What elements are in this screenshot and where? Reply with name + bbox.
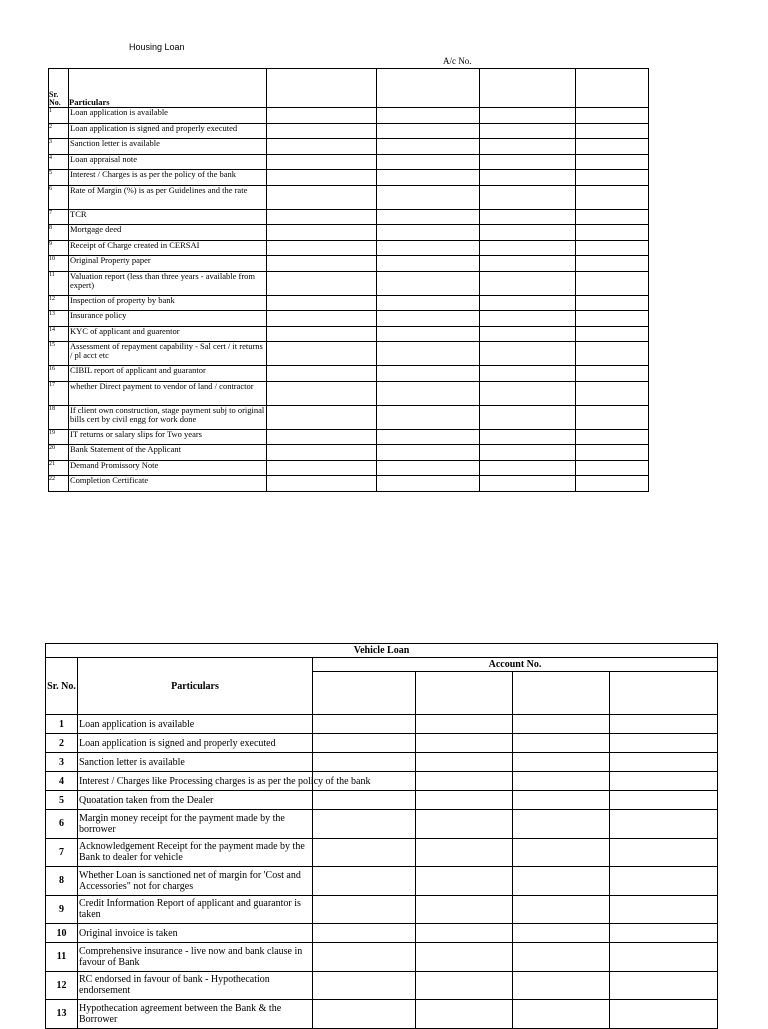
housing-entry-cell (377, 240, 480, 256)
housing-entry-cell (480, 326, 576, 342)
vehicle-entry-cell (313, 867, 416, 896)
vehicle-entry-cell (610, 924, 718, 943)
housing-entry-cell (480, 256, 576, 272)
vehicle-entry-cell (416, 772, 513, 791)
vehicle-loan-table (45, 643, 718, 1029)
vehicle-row-number: 6 (46, 810, 78, 839)
vehicle-entry-cell (610, 867, 718, 896)
vehicle-entry-cell (416, 971, 513, 1000)
housing-entry-cell (377, 295, 480, 311)
housing-row-number: 4 (49, 154, 69, 170)
housing-account-column-header (267, 69, 377, 108)
housing-row-number: 16 (49, 366, 69, 382)
housing-entry-cell (480, 271, 576, 295)
housing-row-particular: CIBIL report of applicant and guarantor (69, 366, 267, 382)
housing-entry-cell (480, 476, 576, 492)
vehicle-entry-cell (313, 943, 416, 972)
vehicle-row-number: 9 (46, 895, 78, 924)
vehicle-entry-cell (513, 924, 610, 943)
housing-table-row (49, 460, 649, 476)
housing-row-particular: Loan application is signed and properly executed (69, 123, 267, 139)
vehicle-row-number: 1 (46, 715, 78, 734)
housing-row-number: 7 (49, 209, 69, 225)
housing-entry-cell (377, 445, 480, 461)
housing-ac-no-label: A/c No. (443, 56, 472, 66)
housing-entry-cell (576, 170, 649, 186)
housing-entry-cell (377, 271, 480, 295)
vehicle-table-row (46, 838, 718, 867)
housing-table-row (49, 476, 649, 492)
housing-entry-cell (267, 476, 377, 492)
housing-row-particular: Bank Statement of the Applicant (69, 445, 267, 461)
housing-entry-cell (480, 185, 576, 209)
housing-table-row (49, 139, 649, 155)
housing-particulars-header: Particulars (69, 69, 267, 108)
housing-entry-cell (480, 170, 576, 186)
vehicle-entry-cell (313, 838, 416, 867)
vehicle-row-number: 3 (46, 753, 78, 772)
housing-entry-cell (576, 405, 649, 429)
housing-entry-cell (377, 185, 480, 209)
housing-entry-cell (267, 271, 377, 295)
housing-row-number: 21 (49, 460, 69, 476)
vehicle-entry-cell (513, 734, 610, 753)
vehicle-row-particular: Loan application is available (78, 715, 313, 734)
housing-table-row (49, 123, 649, 139)
housing-entry-cell (267, 295, 377, 311)
vehicle-entry-cell (610, 895, 718, 924)
vehicle-row-particular: RC endorsed in favour of bank - Hypothecation endorsement (78, 971, 313, 1000)
vehicle-account-no-header: Account No. (313, 658, 718, 672)
vehicle-entry-cell (513, 715, 610, 734)
vehicle-row-number: 5 (46, 791, 78, 810)
housing-entry-cell (267, 123, 377, 139)
vehicle-row-particular: Hypothecation agreement between the Bank & the Borrower (78, 1000, 313, 1029)
housing-row-number: 12 (49, 295, 69, 311)
vehicle-entry-cell (416, 810, 513, 839)
vehicle-entry-cell (513, 971, 610, 1000)
vehicle-table-row (46, 715, 718, 734)
vehicle-row-particular: Sanction letter is available (78, 753, 313, 772)
housing-row-particular: KYC of applicant and guarentor (69, 326, 267, 342)
vehicle-entry-cell (513, 895, 610, 924)
housing-row-particular: Inspection of property by bank (69, 295, 267, 311)
housing-row-particular: Sanction letter is available (69, 139, 267, 155)
housing-entry-cell (377, 311, 480, 327)
housing-entry-cell (267, 311, 377, 327)
housing-row-particular: TCR (69, 209, 267, 225)
vehicle-table-row (46, 772, 718, 791)
housing-row-particular: Loan application is available (69, 108, 267, 124)
housing-entry-cell (377, 225, 480, 241)
housing-entry-cell (576, 225, 649, 241)
vehicle-entry-cell (513, 943, 610, 972)
housing-row-number: 20 (49, 445, 69, 461)
housing-entry-cell (576, 271, 649, 295)
vehicle-entry-cell (610, 810, 718, 839)
vehicle-row-number: 8 (46, 867, 78, 896)
housing-entry-cell (576, 123, 649, 139)
housing-entry-cell (267, 225, 377, 241)
housing-entry-cell (576, 240, 649, 256)
housing-entry-cell (480, 123, 576, 139)
housing-table-row (49, 405, 649, 429)
vehicle-row-particular: Comprehensive insurance - live now and bank clause in favour of Bank (78, 943, 313, 972)
vehicle-row-particular: Whether Loan is sanctioned net of margin for 'Cost and Accessories" not for charges (78, 867, 313, 896)
housing-loan-table (48, 68, 649, 492)
housing-row-particular: Interest / Charges is as per the policy of the bank (69, 170, 267, 186)
housing-entry-cell (377, 476, 480, 492)
housing-entry-cell (267, 405, 377, 429)
housing-row-number: 2 (49, 123, 69, 139)
housing-row-number: 17 (49, 381, 69, 405)
vehicle-entry-cell (610, 772, 718, 791)
vehicle-entry-cell (313, 734, 416, 753)
vehicle-row-number: 13 (46, 1000, 78, 1029)
vehicle-particulars-header: Particulars (78, 658, 313, 715)
housing-row-particular: Mortgage deed (69, 225, 267, 241)
vehicle-entry-cell (513, 772, 610, 791)
vehicle-table-row (46, 943, 718, 972)
housing-row-particular: whether Direct payment to vendor of land / contractor (69, 381, 267, 405)
housing-entry-cell (480, 381, 576, 405)
housing-entry-cell (267, 460, 377, 476)
housing-entry-cell (267, 139, 377, 155)
vehicle-row-number: 12 (46, 971, 78, 1000)
housing-entry-cell (267, 366, 377, 382)
housing-entry-cell (576, 381, 649, 405)
vehicle-row-number: 4 (46, 772, 78, 791)
housing-entry-cell (480, 139, 576, 155)
vehicle-sr-no-header: Sr. No. (46, 658, 78, 715)
housing-entry-cell (576, 476, 649, 492)
housing-row-number: 5 (49, 170, 69, 186)
housing-row-particular: Original Property paper (69, 256, 267, 272)
housing-entry-cell (576, 342, 649, 366)
housing-entry-cell (480, 108, 576, 124)
vehicle-entry-cell (513, 810, 610, 839)
housing-account-column-header (576, 69, 649, 108)
housing-account-column-header (377, 69, 480, 108)
vehicle-entry-cell (416, 867, 513, 896)
housing-entry-cell (377, 429, 480, 445)
housing-entry-cell (377, 381, 480, 405)
vehicle-entry-cell (313, 971, 416, 1000)
housing-table-row (49, 271, 649, 295)
housing-table-row (49, 185, 649, 209)
vehicle-row-particular: Interest / Charges like Processing charges is as per the policy of the bank (78, 772, 313, 791)
vehicle-row-particular: Credit Information Report of applicant and guarantor is taken (78, 895, 313, 924)
vehicle-entry-cell (313, 924, 416, 943)
housing-entry-cell (480, 240, 576, 256)
housing-row-particular: Insurance policy (69, 311, 267, 327)
housing-entry-cell (576, 108, 649, 124)
housing-entry-cell (377, 139, 480, 155)
housing-entry-cell (377, 108, 480, 124)
vehicle-row-number: 10 (46, 924, 78, 943)
housing-table-row (49, 381, 649, 405)
housing-row-particular: If client own construction, stage payment subj to original bills cert by civil engg for work done (69, 405, 267, 429)
housing-entry-cell (377, 209, 480, 225)
housing-entry-cell (480, 209, 576, 225)
vehicle-table-row (46, 810, 718, 839)
housing-table-row (49, 445, 649, 461)
vehicle-row-number: 11 (46, 943, 78, 972)
housing-entry-cell (267, 209, 377, 225)
vehicle-entry-cell (416, 838, 513, 867)
vehicle-account-column-header (313, 672, 416, 715)
housing-row-particular: Loan appraisal note (69, 154, 267, 170)
housing-table-row (49, 209, 649, 225)
vehicle-entry-cell (416, 943, 513, 972)
housing-table-row (49, 170, 649, 186)
housing-table-row (49, 295, 649, 311)
housing-row-number: 10 (49, 256, 69, 272)
vehicle-loan-title: Vehicle Loan (46, 644, 718, 658)
housing-row-number: 11 (49, 271, 69, 295)
housing-entry-cell (267, 240, 377, 256)
housing-row-number: 3 (49, 139, 69, 155)
vehicle-entry-cell (610, 753, 718, 772)
vehicle-header-row (46, 658, 718, 672)
housing-row-particular: Completion Certificate (69, 476, 267, 492)
housing-table-row (49, 108, 649, 124)
housing-table-row (49, 225, 649, 241)
vehicle-row-particular: Loan application is signed and properly executed (78, 734, 313, 753)
housing-row-number: 19 (49, 429, 69, 445)
vehicle-row-particular: Quoatation taken from the Dealer (78, 791, 313, 810)
vehicle-entry-cell (513, 838, 610, 867)
housing-entry-cell (480, 311, 576, 327)
vehicle-entry-cell (610, 734, 718, 753)
housing-entry-cell (267, 170, 377, 186)
housing-entry-cell (377, 366, 480, 382)
housing-loan-title: Housing Loan (129, 42, 185, 52)
housing-entry-cell (480, 295, 576, 311)
vehicle-entry-cell (313, 753, 416, 772)
housing-entry-cell (480, 445, 576, 461)
vehicle-table-row (46, 734, 718, 753)
housing-row-particular: Assessment of repayment capability - Sal cert / it returns / pl acct etc (69, 342, 267, 366)
vehicle-entry-cell (610, 943, 718, 972)
housing-entry-cell (480, 154, 576, 170)
housing-row-particular: Valuation report (less than three years - available from expert) (69, 271, 267, 295)
housing-entry-cell (267, 185, 377, 209)
housing-entry-cell (480, 342, 576, 366)
vehicle-entry-cell (513, 753, 610, 772)
housing-row-particular: IT returns or salary slips for Two years (69, 429, 267, 445)
housing-table-row (49, 342, 649, 366)
housing-entry-cell (576, 185, 649, 209)
housing-entry-cell (377, 460, 480, 476)
housing-table-row (49, 311, 649, 327)
housing-row-number: 22 (49, 476, 69, 492)
vehicle-entry-cell (416, 924, 513, 943)
housing-entry-cell (576, 154, 649, 170)
housing-entry-cell (576, 139, 649, 155)
housing-row-number: 1 (49, 108, 69, 124)
vehicle-entry-cell (513, 791, 610, 810)
housing-entry-cell (480, 405, 576, 429)
housing-entry-cell (576, 326, 649, 342)
vehicle-entry-cell (416, 715, 513, 734)
housing-entry-cell (576, 460, 649, 476)
housing-row-number: 8 (49, 225, 69, 241)
vehicle-entry-cell (313, 715, 416, 734)
housing-entry-cell (377, 405, 480, 429)
housing-entry-cell (377, 154, 480, 170)
vehicle-entry-cell (416, 734, 513, 753)
housing-entry-cell (576, 209, 649, 225)
housing-row-number: 13 (49, 311, 69, 327)
vehicle-account-column-header (416, 672, 513, 715)
vehicle-table-row (46, 971, 718, 1000)
housing-row-number: 6 (49, 185, 69, 209)
housing-entry-cell (267, 108, 377, 124)
housing-table-row (49, 429, 649, 445)
vehicle-table-row (46, 895, 718, 924)
vehicle-entry-cell (313, 791, 416, 810)
housing-entry-cell (576, 256, 649, 272)
housing-entry-cell (480, 429, 576, 445)
housing-entry-cell (267, 429, 377, 445)
vehicle-entry-cell (416, 895, 513, 924)
vehicle-row-particular: Original invoice is taken (78, 924, 313, 943)
housing-sr-no-header: Sr. No. (49, 69, 69, 108)
housing-table-row (49, 240, 649, 256)
vehicle-entry-cell (610, 715, 718, 734)
housing-entry-cell (576, 295, 649, 311)
vehicle-row-particular: Margin money receipt for the payment made by the borrower (78, 810, 313, 839)
housing-entry-cell (267, 445, 377, 461)
housing-table-row (49, 154, 649, 170)
housing-row-number: 18 (49, 405, 69, 429)
housing-entry-cell (377, 123, 480, 139)
housing-row-particular: Receipt of Charge created in CERSAI (69, 240, 267, 256)
housing-entry-cell (576, 366, 649, 382)
housing-entry-cell (480, 225, 576, 241)
housing-entry-cell (377, 170, 480, 186)
housing-header-row (49, 69, 649, 108)
housing-table-row (49, 256, 649, 272)
vehicle-entry-cell (513, 867, 610, 896)
housing-entry-cell (576, 311, 649, 327)
housing-row-particular: Rate of Margin (%) is as per Guidelines and the rate (69, 185, 267, 209)
housing-entry-cell (267, 342, 377, 366)
housing-entry-cell (267, 154, 377, 170)
housing-row-number: 14 (49, 326, 69, 342)
housing-entry-cell (267, 256, 377, 272)
vehicle-entry-cell (610, 971, 718, 1000)
vehicle-table-row (46, 867, 718, 896)
vehicle-entry-cell (610, 791, 718, 810)
vehicle-entry-cell (416, 753, 513, 772)
vehicle-table-row (46, 924, 718, 943)
housing-row-number: 9 (49, 240, 69, 256)
vehicle-table-row (46, 753, 718, 772)
vehicle-entry-cell (416, 791, 513, 810)
housing-entry-cell (480, 460, 576, 476)
housing-entry-cell (267, 381, 377, 405)
vehicle-entry-cell (313, 895, 416, 924)
housing-entry-cell (377, 326, 480, 342)
housing-row-particular: Demand Promissory Note (69, 460, 267, 476)
vehicle-table-row (46, 791, 718, 810)
vehicle-account-column-header (513, 672, 610, 715)
vehicle-entry-cell (610, 838, 718, 867)
vehicle-entry-cell (313, 810, 416, 839)
housing-row-number: 15 (49, 342, 69, 366)
vehicle-account-column-header (610, 672, 718, 715)
housing-entry-cell (576, 445, 649, 461)
housing-account-column-header (480, 69, 576, 108)
housing-entry-cell (267, 326, 377, 342)
vehicle-row-particular: Acknowledgement Receipt for the payment made by the Bank to dealer for vehicle (78, 838, 313, 867)
vehicle-row-number: 7 (46, 838, 78, 867)
vehicle-title-row (46, 644, 718, 658)
housing-table-row (49, 366, 649, 382)
housing-entry-cell (576, 429, 649, 445)
housing-entry-cell (377, 342, 480, 366)
vehicle-row-number: 2 (46, 734, 78, 753)
housing-table-row (49, 326, 649, 342)
housing-entry-cell (377, 256, 480, 272)
housing-entry-cell (480, 366, 576, 382)
